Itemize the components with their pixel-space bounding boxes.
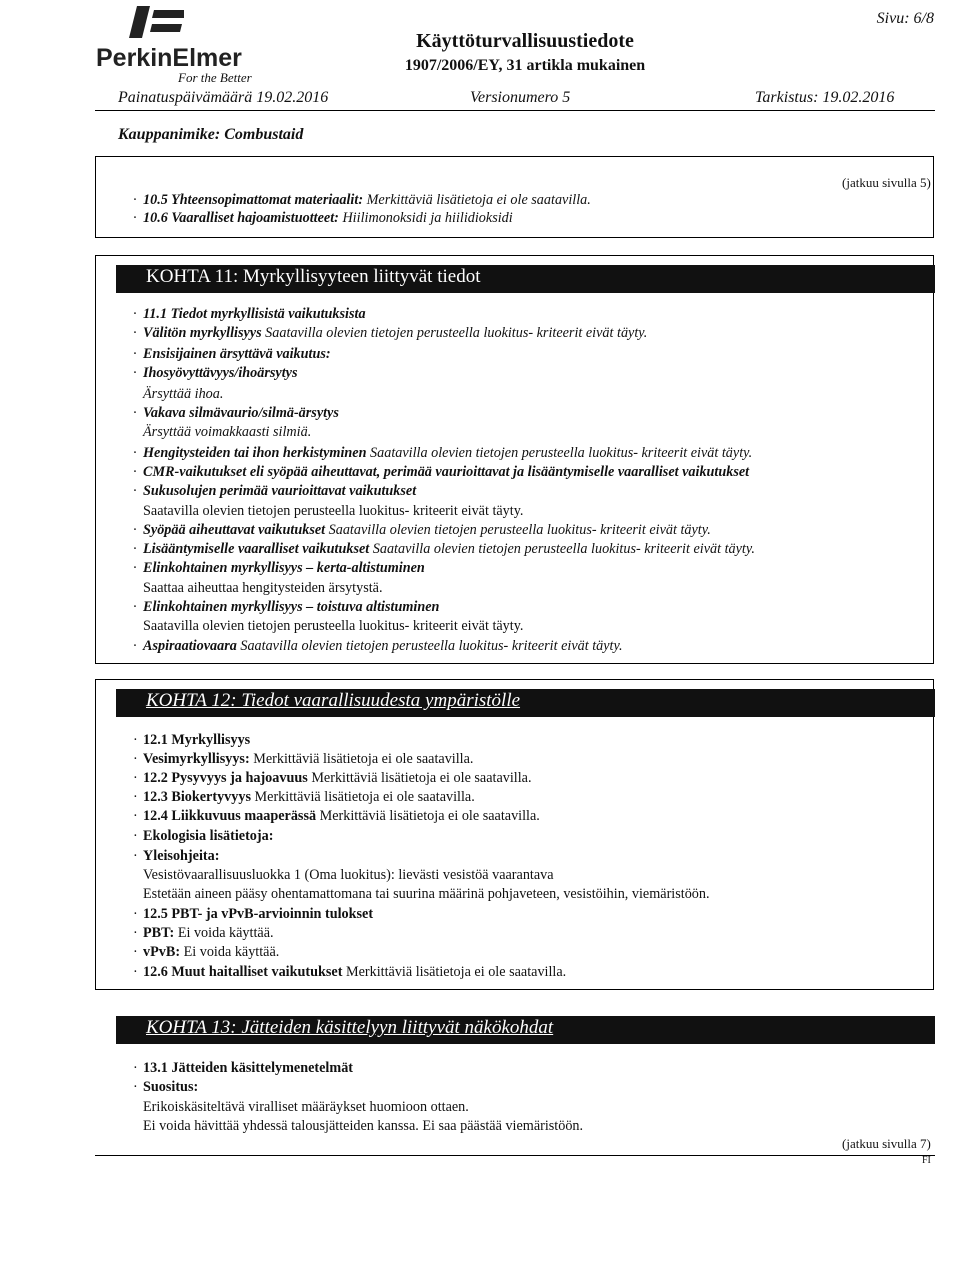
document-title: Käyttöturvallisuustiedote bbox=[416, 30, 634, 52]
sensitization: · Hengitysteiden tai ihon herkistyminen Saatavilla olevien tietojen perusteella luokitus- kriteerit eivät täyty. bbox=[133, 445, 753, 461]
version-number: Versionumero 5 bbox=[470, 89, 571, 106]
cmr-effects: · CMR-vaikutukset eli syöpää aiheuttavat, perimää vaurioittavat ja lisääntymiselle vaaralliset vaikutukset bbox=[133, 464, 750, 480]
page-number: Sivu: 6/8 bbox=[876, 10, 934, 27]
perkinelmer-logo bbox=[92, 4, 262, 84]
logo-text: PerkinElmer bbox=[96, 44, 242, 72]
section11-heading: KOHTA 11: Myrkyllisyyteen liittyvät tiedot bbox=[146, 266, 481, 287]
document-subtitle: 1907/2006/EY, 31 artikla mukainen bbox=[404, 57, 646, 74]
vpvb: · vPvB: Ei voida käyttää. bbox=[133, 944, 280, 960]
primary-irritant: · Ensisijainen ärsyttävä vaikutus: bbox=[133, 346, 331, 362]
aspiration-hazard: · Aspiraatiovaara Saatavilla olevien tietojen perusteella luokitus- kriteerit eivät täyty. bbox=[133, 638, 623, 654]
item-12-4: · 12.4 Liikkuvuus maaperässä Merkittäviä lisätietoja ei ole saatavilla. bbox=[133, 808, 540, 824]
recommendation-text-2: Ei voida hävittää yhdessä talousjätteiden kanssa. Ei saa päästää viemäristöön. bbox=[143, 1118, 584, 1134]
continued-to-note: (jatkuu sivulla 7) bbox=[842, 1136, 931, 1151]
skin-corrosion-text: Ärsyttää ihoa. bbox=[143, 386, 224, 402]
eye-damage-text: Ärsyttää voimakkaasti silmiä. bbox=[143, 424, 312, 440]
item-10-6: · 10.6 Vaaralliset hajoamistuotteet: Hiilimonoksidi ja hiilidioksidi bbox=[133, 210, 513, 226]
logo-tagline: For the Better bbox=[178, 70, 252, 85]
print-date: Painatuspäivämäärä 19.02.2016 bbox=[118, 89, 329, 106]
aquatic-toxicity: · Vesimyrkyllisyys: Merkittäviä lisätietoja ei ole saatavilla. bbox=[133, 751, 474, 767]
item-11-1: · 11.1 Tiedot myrkyllisistä vaikutuksista bbox=[133, 306, 366, 322]
item-10-5: · 10.5 Yhteensopimattomat materiaalit: Merkittäviä lisätietoja ei ole saatavilla. bbox=[133, 192, 591, 208]
eye-damage: · Vakava silmävaurio/silmä-ärsytys bbox=[133, 405, 339, 421]
germ-cell-text: Saatavilla olevien tietojen perusteella luokitus- kriteerit eivät täyty. bbox=[143, 503, 524, 519]
section12-heading: KOHTA 12: Tiedot vaarallisuudesta ympäristölle bbox=[146, 690, 521, 711]
carcinogenicity: · Syöpää aiheuttavat vaikutukset Saatavilla olevien tietojen perusteella luokitus- kriteerit eivät täyty. bbox=[133, 522, 711, 538]
acute-toxicity: · Välitön myrkyllisyys Saatavilla olevien tietojen perusteella luokitus- kriteerit eivät täyty. bbox=[133, 325, 648, 341]
general-notes: · Yleisohjeita: bbox=[133, 848, 220, 864]
footer-divider bbox=[95, 1155, 935, 1156]
continued-from-note: (jatkuu sivulla 5) bbox=[842, 175, 931, 190]
stot-single-text: Saattaa aiheuttaa hengitysteiden ärsytystä. bbox=[143, 580, 383, 596]
water-hazard-class: Vesistövaarallisuusluokka 1 (Oma luokitus): lievästi vesistöä vaarantava bbox=[143, 867, 554, 883]
item-13-1: · 13.1 Jätteiden käsittelymenetelmät bbox=[133, 1060, 354, 1076]
ecological-info: · Ekologisia lisätietoja: bbox=[133, 828, 274, 844]
trade-name: Kauppanimike: Combustaid bbox=[118, 126, 304, 143]
germ-cell-mutagenicity: · Sukusolujen perimää vaurioittavat vaikutukset bbox=[133, 483, 417, 499]
revision-date: Tarkistus: 19.02.2016 bbox=[755, 89, 895, 106]
item-12-3: · 12.3 Biokertyvyys Merkittäviä lisätietoja ei ole saatavilla. bbox=[133, 789, 475, 805]
section13-heading: KOHTA 13: Jätteiden käsittelyyn liittyvät näkökohdat bbox=[146, 1017, 554, 1038]
header-divider bbox=[95, 110, 935, 111]
skin-corrosion: · Ihosyövyttävyys/ihoärsytys bbox=[133, 365, 298, 381]
recommendation-text-1: Erikoiskäsiteltävä viralliset määräykset huomioon ottaen. bbox=[143, 1099, 469, 1115]
item-12-5: · 12.5 PBT- ja vPvB-arvioinnin tulokset bbox=[133, 906, 374, 922]
stot-single: · Elinkohtainen myrkyllisyys – kerta-altistuminen bbox=[133, 560, 425, 576]
item-12-6: · 12.6 Muut haitalliset vaikutukset Merkittäviä lisätietoja ei ole saatavilla. bbox=[133, 964, 567, 980]
stot-repeated: · Elinkohtainen myrkyllisyys – toistuva altistuminen bbox=[133, 599, 440, 615]
item-12-1: · 12.1 Myrkyllisyys bbox=[133, 732, 251, 748]
item-12-2: · 12.2 Pysyvyys ja hajoavuus Merkittäviä lisätietoja ei ole saatavilla. bbox=[133, 770, 532, 786]
stot-repeated-text: Saatavilla olevien tietojen perusteella luokitus- kriteerit eivät täyty. bbox=[143, 618, 524, 634]
pbt: · PBT: Ei voida käyttää. bbox=[133, 925, 274, 941]
groundwater-note: Estetään aineen pääsy ohentamattomana tai suurina määrinä pohjaveteen, vesistöihin, viemäristöön. bbox=[143, 886, 710, 902]
recommendation: · Suositus: bbox=[133, 1079, 199, 1095]
language-code: FI bbox=[922, 1155, 931, 1166]
reproductive-toxicity: · Lisääntymiselle vaaralliset vaikutukset Saatavilla olevien tietojen perusteella luokitus- kriteerit eivät täyty. bbox=[133, 541, 755, 557]
